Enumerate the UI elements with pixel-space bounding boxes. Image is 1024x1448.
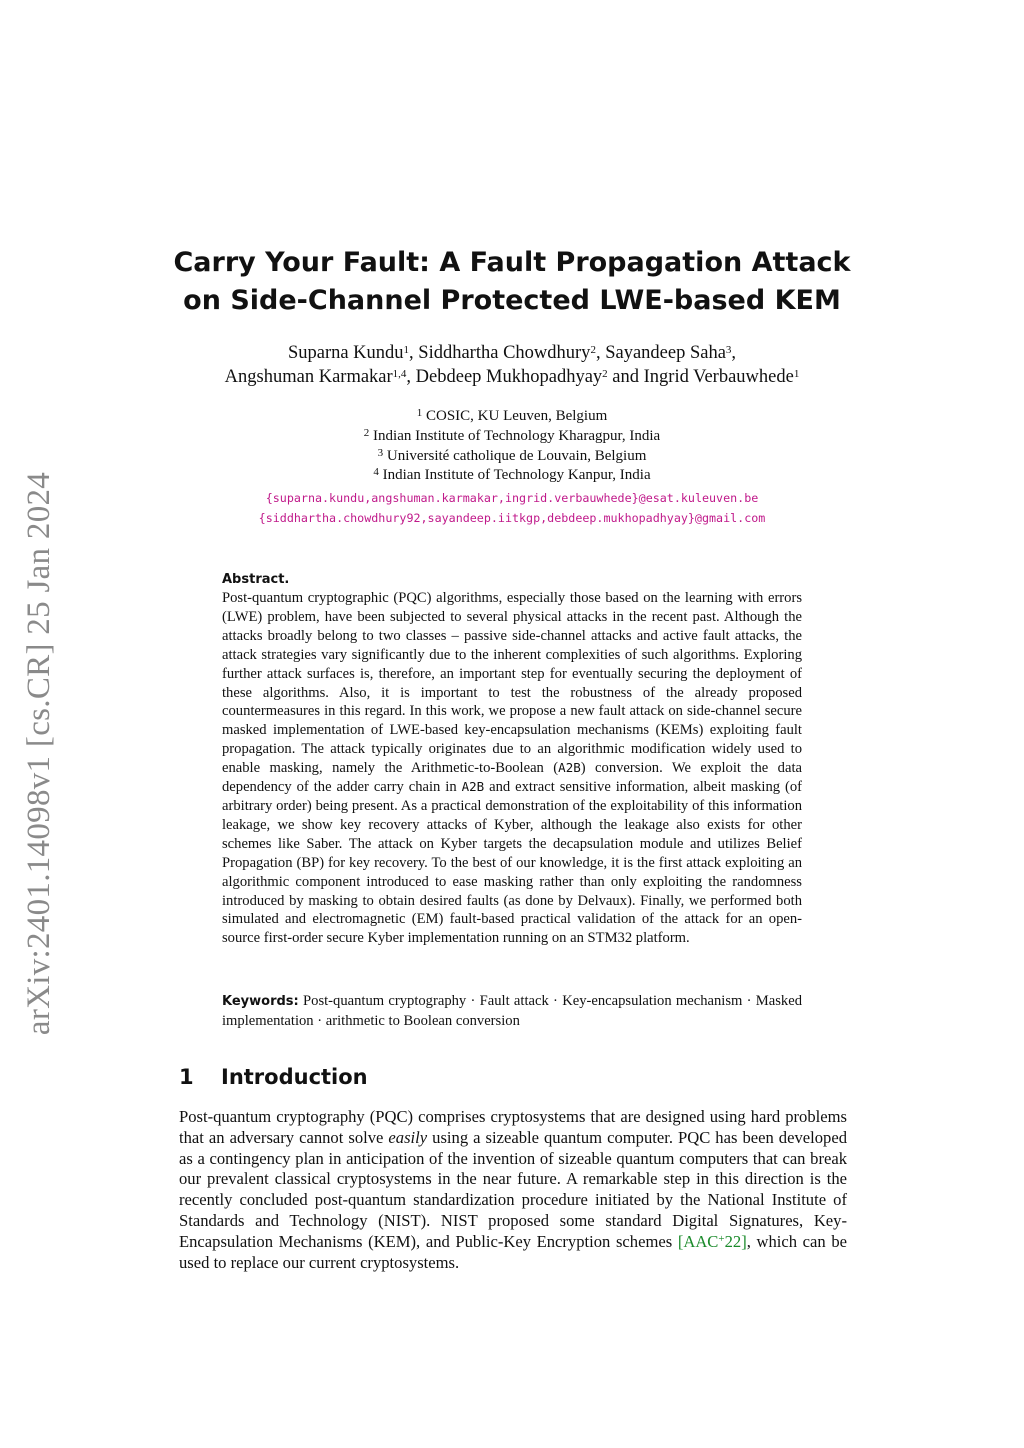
email-link-1[interactable]: {suparna.kundu,angshuman.karmakar,ingrid.verbauwhede}@esat.kuleuven.be (265, 491, 759, 505)
section-number: 1 (179, 1065, 194, 1089)
affiliation: $^1$ COSIC, KU Leuven, Belgium (416, 407, 608, 424)
title-line-1: Carry Your Fault: A Fault Propagation Attack (173, 247, 851, 278)
author-name: Debdeep Mukhopadhyay (415, 367, 603, 387)
email-link-2[interactable]: {siddhartha.chowdhury92,sayandeep.iitkgp,debdeep.mukhopadhyay}@gmail.com (258, 511, 766, 525)
abstract (222, 571, 802, 948)
author-name: Siddhartha Chowdhury (418, 343, 591, 363)
author-affil-mark: 2 (590, 344, 596, 356)
author-affil-mark: 1 (793, 368, 800, 380)
author-name: Sayandeep Saha (605, 343, 726, 363)
emphasis: easily (388, 1127, 428, 1147)
intro-paragraph: Post-quantum cryptography (PQC) comprises cryptosystems that are designed using hard problems that an adversary cannot solve easily using a sizeable quantum computer. PQC has been developed as a contingency plan in anticipation of the invention of sizeable quantum computers that can break our prevalent classical cryptosystems in the near future. A remarkable step in this direction is the recently concluded post-quantum standardization procedure initiated by the National Institute of Standards and Technology (NIST). NIST proposed some standard Digital Signatures, Key-Encapsulation Mechanisms (KEM), and Public-Key Encryption schemes [AAC+22], which can be used to replace our current cryptosystems. (179, 1107, 847, 1272)
section-title: Introduction (221, 1065, 368, 1089)
email-block (150, 488, 874, 528)
affiliation-list (200, 407, 824, 486)
author-line-2: Angshuman Karmakar$^{1,4}$, Debdeep Mukhopadhyay$^2$ and Ingrid Verbauwhede$^1$ (224, 367, 800, 387)
title-line-2: on Side-Channel Protected LWE-based KEM (183, 285, 841, 316)
author-name: Ingrid Verbauwhede (643, 367, 794, 387)
author-list (150, 341, 874, 389)
keywords (222, 992, 802, 1031)
affiliation: $^3$ Université catholique de Louvain, Belgium (377, 446, 647, 464)
author-affil-mark: 1,4 (392, 368, 407, 380)
keywords-text: Post-quantum cryptography · Fault attack · Key-encapsulation mechanism · Masked implementation · arithmetic to Boolean conversion (222, 993, 802, 1029)
affiliation: $^4$ Indian Institute of Technology Kanpur, India (373, 466, 651, 484)
citation-link[interactable]: [AAC+22] (677, 1231, 747, 1251)
abstract-heading: Abstract. (222, 572, 290, 587)
affiliation: $^2$ Indian Institute of Technology Kharagpur, India (363, 426, 661, 444)
author-affil-mark: 2 (602, 368, 608, 380)
paper-title (160, 244, 864, 320)
author-line-1: Suparna Kundu$^1$, Siddhartha Chowdhury$^2$, Sayandeep Saha$^3$, (287, 343, 737, 363)
author-affil-mark: 3 (725, 344, 732, 356)
arxiv-sidebar (10, 458, 70, 1048)
a2b-code: A2B (558, 760, 581, 776)
abstract-body: Post-quantum cryptographic (PQC) algorithms, especially those based on the learning with errors (LWE) problem, have been subjected to several physical attacks in the recent past. Although the attacks broadly belong to two classes – passive side-channel attacks and active fault attacks, the attack strategies vary significantly due to the inherent complexities of such algorithms. Exploring further attack surfaces is, therefore, an important step for eventually securing the deployment of these algorithms. Also, it is important to test the robustness of the already proposed countermeasures in this regard. In this work, we propose a new fault attack on side-channel secure masked implementation of LWE-based key-encapsulation mechanisms (KEMs) exploiting fault propagation. The attack typically originates due to an algorithmic modification widely used to enable masking, namely the Arithmetic-to-Boolean (A2B) conversion. We exploit the data dependency of the adder carry chain in A2B and extract sensitive information, albeit masking (of arbitrary order) being present. As a practical demonstration of the exploitability of this information leakage, we show key recovery attacks of Kyber, although the leakage also exists for other schemes like Saber. The attack on Kyber targets the decapsulation module and utilizes Belief Propagation (BP) for key recovery. To the best of our knowledge, it is the first attack exploiting an algorithmic component introduced to ease masking rather than only exploiting the randomness introduced by masking to obtain desired faults (as done by Delvaux). Finally, we performed both simulated and electromagnetic (EM) fault-based practical validation of the attack for an open-source first-order secure Kyber implementation running on an STM32 platform. (222, 590, 802, 947)
a2b-code: A2B (461, 779, 485, 795)
author-name: Angshuman Karmakar (224, 367, 393, 387)
author-affil-mark: 1 (403, 344, 410, 356)
arxiv-identifier: arXiv:2401.14098v1 [cs.CR] 25 Jan 2024 (21, 471, 58, 1035)
author-name: Suparna Kundu (287, 343, 404, 363)
section-heading (179, 1062, 368, 1092)
keywords-label: Keywords: (222, 994, 299, 1009)
